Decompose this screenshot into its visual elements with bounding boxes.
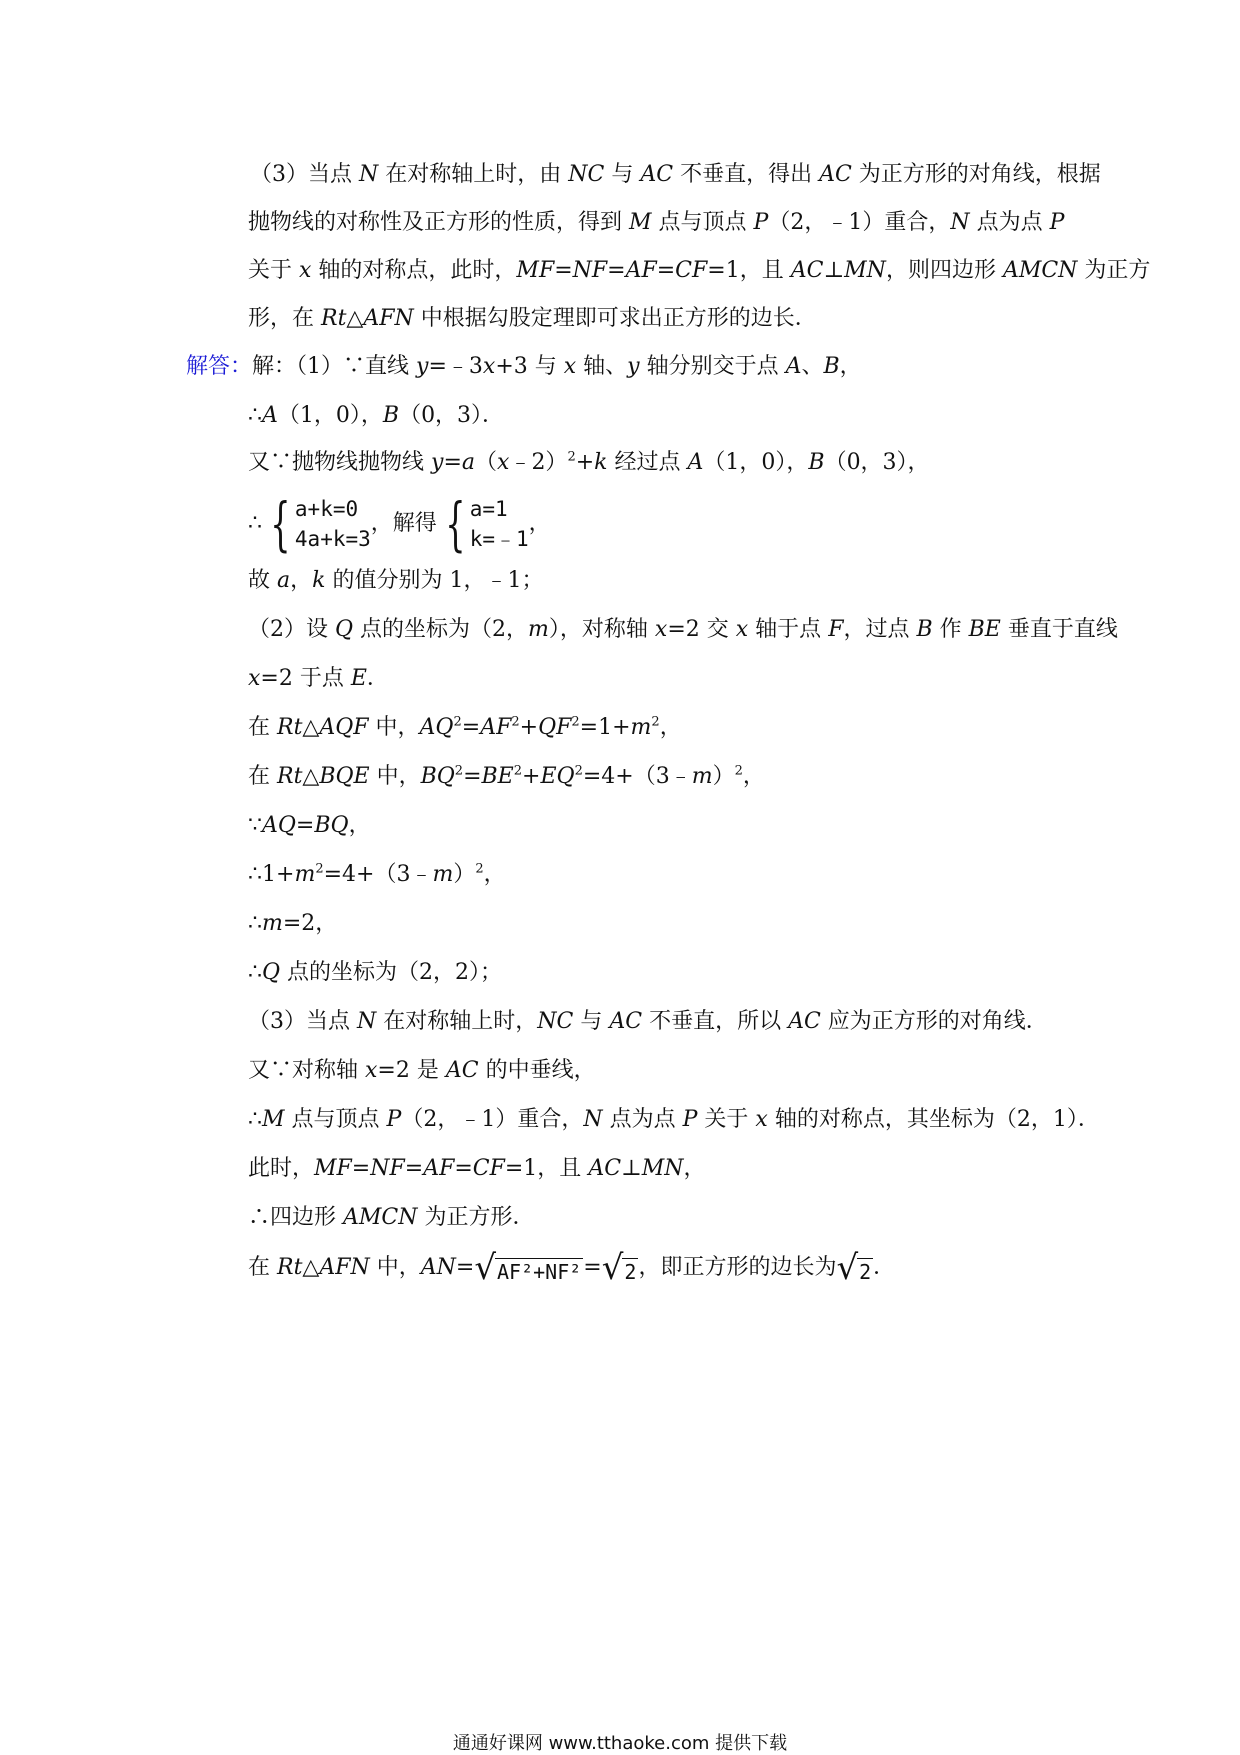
analysis-line-4: 形，在 Rt△AFN 中根据勾股定理即可求出正方形的边长． xyxy=(248,306,817,331)
sqrt-expression: √ AF²+NF² xyxy=(474,1248,582,1288)
solution-line-10: ∵AQ=BQ， xyxy=(248,813,371,838)
solution-line-15: 又∵对称轴 x=2 是 AC 的中垂线， xyxy=(248,1058,596,1083)
solution-line-7: x=2 于点 E． xyxy=(248,666,389,691)
solution-line-5: 故 a，k 的值分别为 1，﹣1； xyxy=(248,568,544,593)
solution-line-1: 解答：解：（1）∵直线 y=﹣3x+3 与 x 轴、y 轴分别交于点 A、B， xyxy=(186,354,862,379)
solution-line-2: ∴A（1，0），B（0，3）． xyxy=(248,403,505,428)
solution-line-6: （2）设 Q 点的坐标为（2，m），对称轴 x=2 交 x 轴于点 F，过点 B 作 BE 垂直于直线 xyxy=(248,617,1118,642)
equation-system-2: { a=1 k=﹣1 xyxy=(445,490,529,558)
sqrt-two: √ 2 xyxy=(601,1248,637,1288)
solution-line-3: 又∵抛物线抛物线 y=a（x﹣2）$^2$+k 经过点 A（1，0），B（0，3）， xyxy=(248,449,930,475)
solution-line-11: $\therefore 1+m^2=4+(3﹣m)^2$， xyxy=(248,861,506,887)
solution-line-13: ∴Q 点的坐标为（2，2）； xyxy=(248,960,503,985)
solution-label: 解答： xyxy=(186,354,253,379)
analysis-line-1: （3）当点 N 在对称轴上时，由 NC 与 AC 不垂直，得出 AC 为正方形的对角线，根据 xyxy=(250,162,1101,187)
analysis-line-2: 抛物线的对称性及正方形的性质，得到 M 点与顶点 P（2，﹣1）重合，N 点为点 P xyxy=(248,210,1065,235)
solution-line-4-equation-system: ∴ { a+k=0 4a+k=3 ，解得 { a=1 k=﹣1 ， xyxy=(248,490,551,558)
solution-line-19: 在 Rt△AFN 中，AN= √ AF²+NF² = √ 2 ，即正方形的边长为 √ 2 ． xyxy=(248,1248,896,1288)
solution-line-16: ∴M 点与顶点 P（2，﹣1）重合，N 点为点 P 关于 x 轴的对称点，其坐标为（2，1）． xyxy=(248,1107,1100,1132)
solution-line-8: 在 Rt△AQF 中，$AQ^2=AF^2+QF^2=1+m^2$， xyxy=(248,714,682,740)
page-footer: 通通好课网 www.tthaoke.com 提供下载 xyxy=(452,1733,788,1754)
sqrt-two-answer: √ 2 xyxy=(836,1248,872,1288)
analysis-line-3: 关于 x 轴的对称点，此时，MF=NF=AF=CF=1，且 AC⊥MN，则四边形 AMCN 为正方 xyxy=(248,258,1151,283)
solution-line-9: 在 Rt△BQE 中，$BQ^2=BE^2+EQ^2=4+(3﹣m)^2$， xyxy=(248,763,765,789)
solution-line-12: ∴m=2， xyxy=(248,911,338,936)
solution-line-14: （3）当点 N 在对称轴上时，NC 与 AC 不垂直，所以 AC 应为正方形的对角线． xyxy=(248,1009,1048,1034)
solution-line-18: ∴四边形 AMCN 为正方形． xyxy=(248,1205,535,1230)
solution-line-17: 此时，MF=NF=AF=CF=1，且 AC⊥MN， xyxy=(248,1156,706,1181)
equation-system-1: { a+k=0 4a+k=3 xyxy=(270,490,371,558)
